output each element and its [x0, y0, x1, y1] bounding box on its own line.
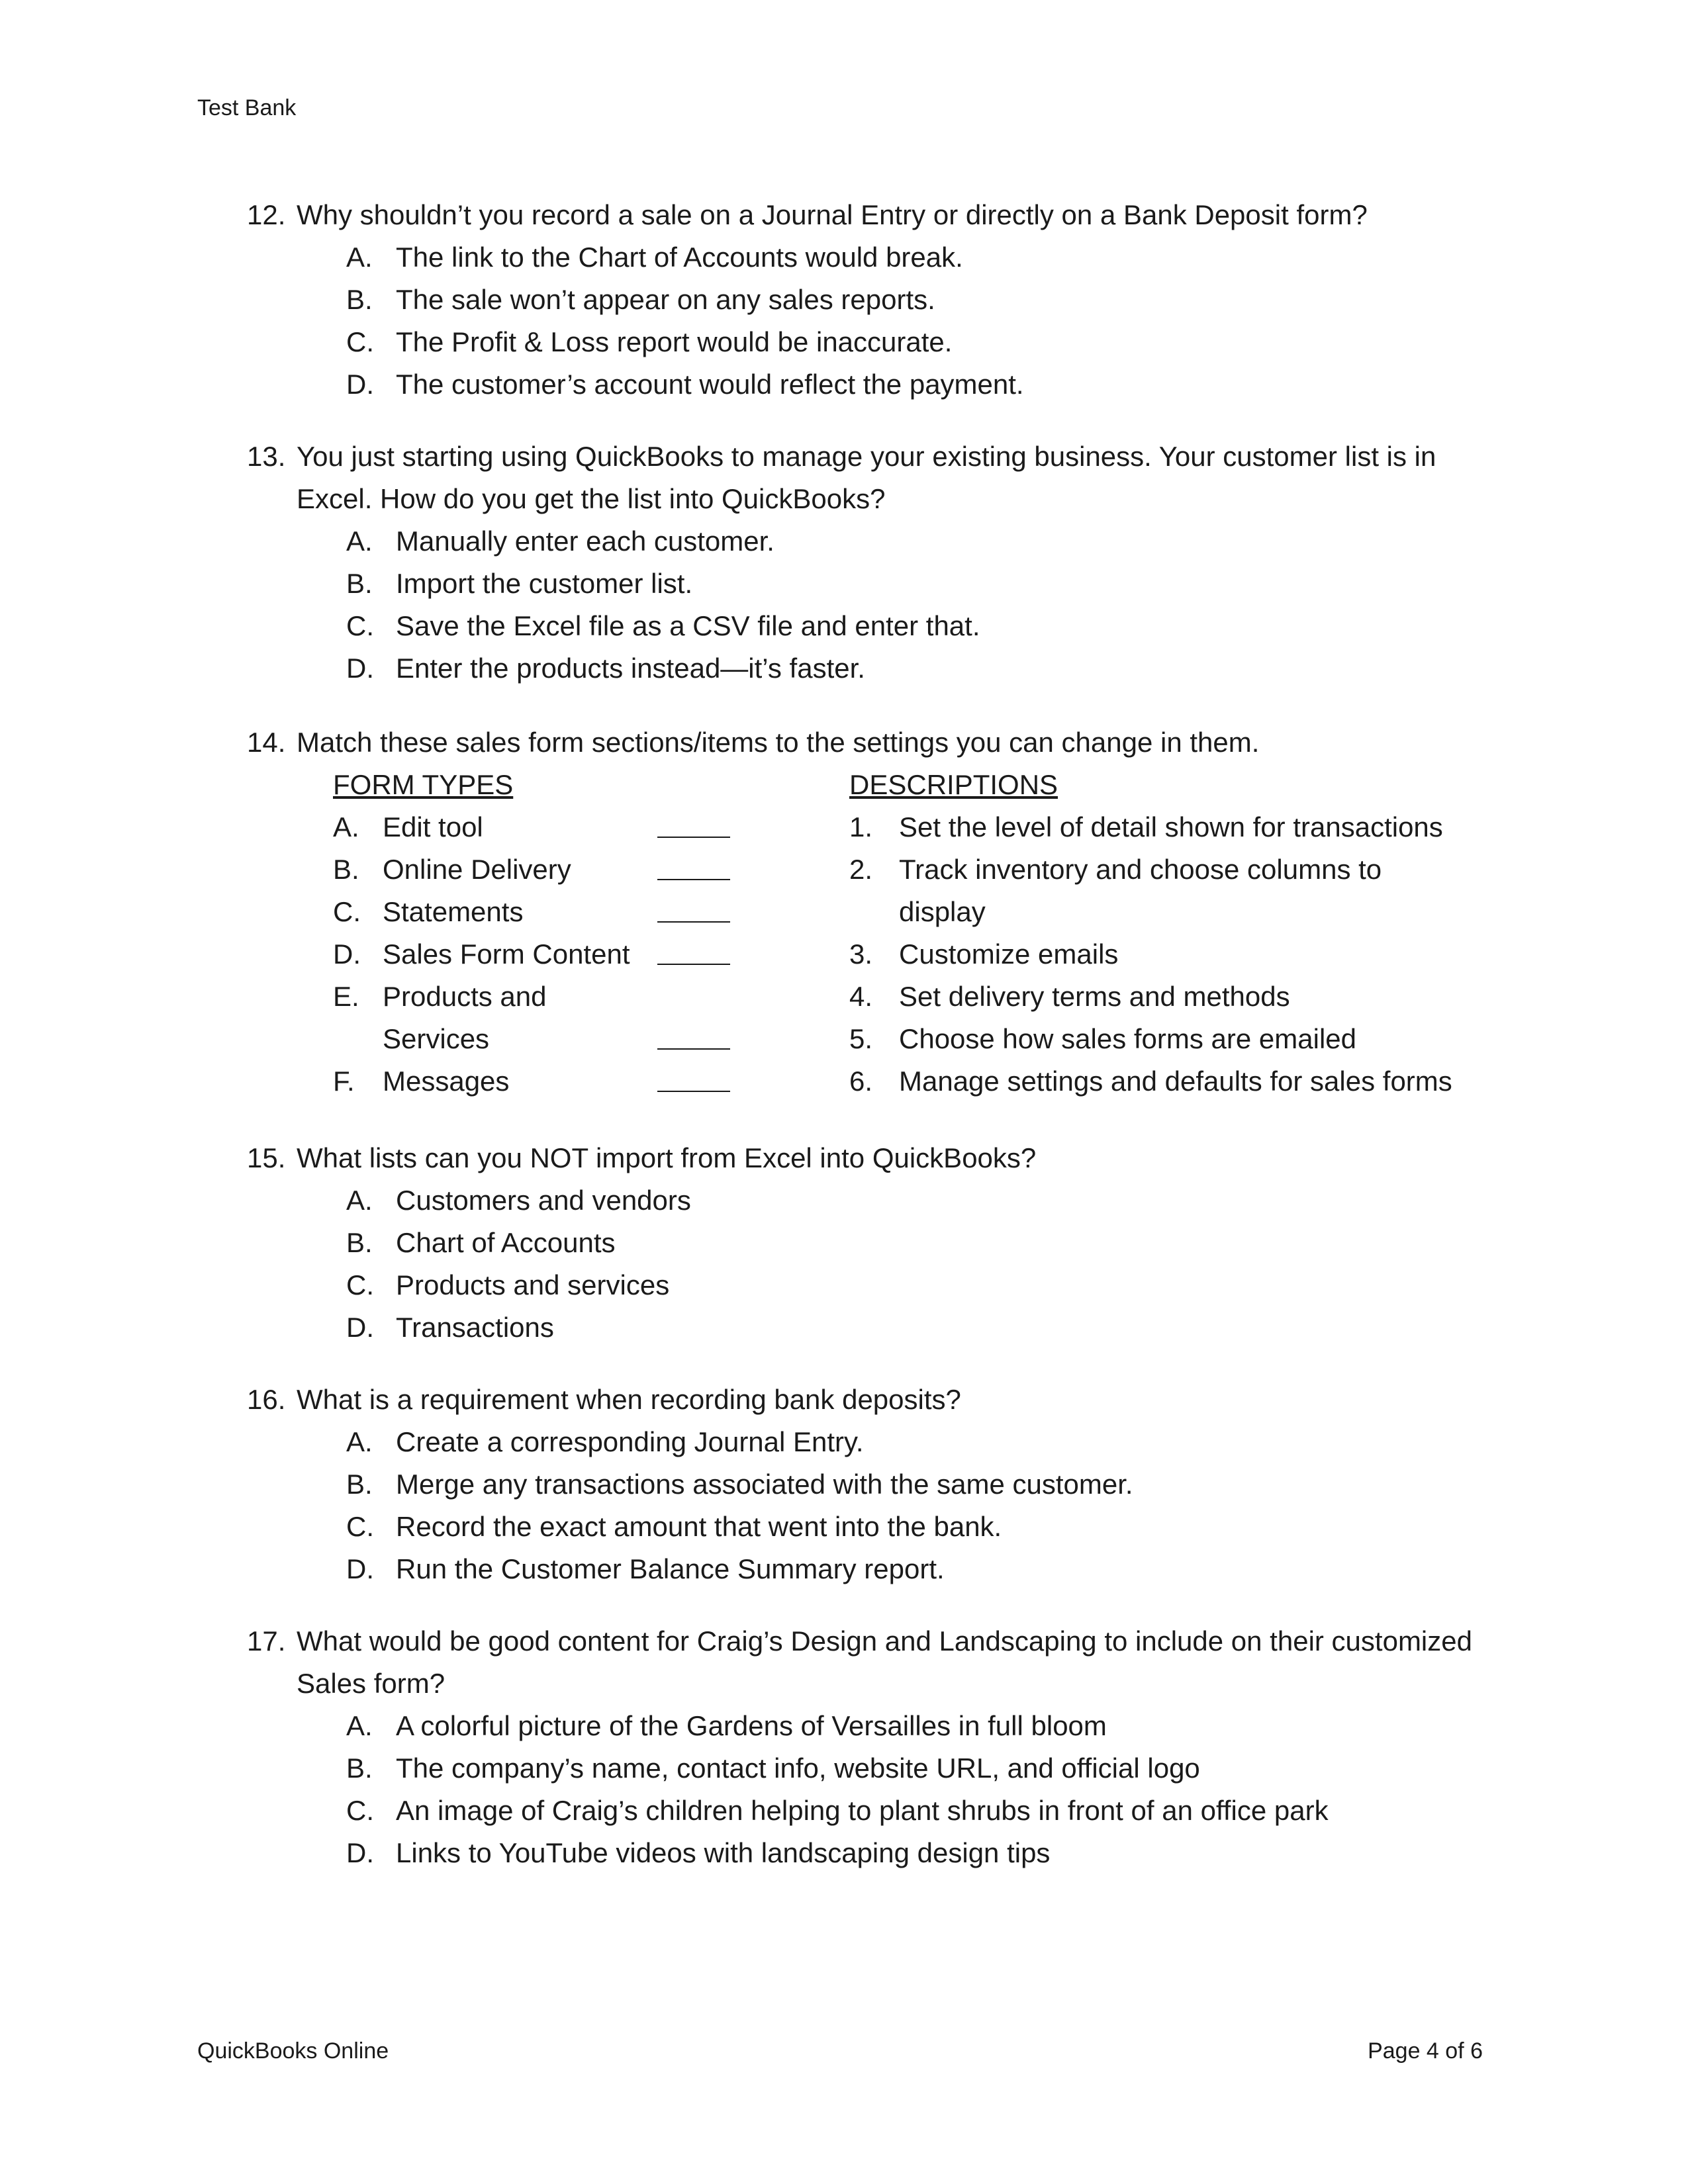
- question-number: 12.: [247, 199, 286, 230]
- question-12: [247, 194, 1538, 406]
- question-text: What is a requirement when recording bank deposits?: [297, 1384, 961, 1415]
- form-type-text: Statements: [383, 896, 524, 927]
- description-text: Set the level of detail shown for transactions: [899, 811, 1443, 842]
- answer-blank[interactable]: [657, 1091, 730, 1092]
- answer-blank[interactable]: [657, 879, 730, 880]
- option-text: The Profit & Loss report would be inaccurate.: [396, 326, 953, 357]
- option-b: [247, 1222, 1538, 1264]
- question-16: [247, 1379, 1538, 1590]
- description-text: display: [899, 896, 986, 927]
- description-number: 6.: [849, 1066, 873, 1097]
- description-number: 1.: [849, 811, 873, 842]
- form-type-text: Messages: [383, 1066, 510, 1097]
- description-number: 4.: [849, 981, 873, 1012]
- option-letter: A.: [346, 242, 373, 273]
- form-type-letter: F.: [333, 1066, 355, 1097]
- description-text: Choose how sales forms are emailed: [899, 1023, 1356, 1054]
- form-type-letter: B.: [333, 854, 359, 885]
- match-row: [247, 1060, 1538, 1103]
- page-header: Test Bank: [197, 95, 297, 120]
- option-text: Save the Excel file as a CSV file and enter that.: [396, 610, 980, 641]
- option-a: [247, 236, 1538, 279]
- option-text: Chart of Accounts: [396, 1227, 616, 1258]
- option-letter: C.: [346, 610, 374, 641]
- option-letter: A.: [346, 1710, 373, 1741]
- option-d: [247, 363, 1538, 406]
- option-c: [247, 605, 1538, 647]
- description-text: Set delivery terms and methods: [899, 981, 1290, 1012]
- footer-book-title: QuickBooks Online: [197, 2038, 389, 2064]
- option-text: Create a corresponding Journal Entry.: [396, 1426, 864, 1457]
- match-row: [247, 848, 1538, 891]
- option-letter: C.: [346, 1269, 374, 1300]
- option-text: Enter the products instead—it’s faster.: [396, 653, 865, 684]
- form-type-text: Online Delivery: [383, 854, 571, 885]
- question-text: You just starting using QuickBooks to manage your existing business. Your customer list is in: [297, 441, 1436, 472]
- question-17: [247, 1620, 1538, 1874]
- description-text: Customize emails: [899, 938, 1119, 970]
- option-d: [247, 1306, 1538, 1349]
- option-text: Run the Customer Balance Summary report.: [396, 1553, 945, 1584]
- question-text-continued: Excel. How do you get the list into QuickBooks?: [297, 483, 886, 514]
- question-text: What lists can you NOT import from Excel into QuickBooks?: [297, 1142, 1037, 1173]
- option-a: [247, 520, 1538, 563]
- form-type-letter: A.: [333, 811, 359, 842]
- description-number: 3.: [849, 938, 873, 970]
- question-text: What would be good content for Craig’s Design and Landscaping to include on their customized: [297, 1625, 1472, 1657]
- option-letter: A.: [346, 1426, 373, 1457]
- question-13: [247, 435, 1538, 690]
- match-row: [247, 806, 1538, 848]
- form-type-text: Products and: [383, 981, 547, 1012]
- question-number: 14.: [247, 727, 286, 758]
- descriptions-header: DESCRIPTIONS: [849, 769, 1058, 800]
- question-text: Match these sales form sections/items to the settings you can change in them.: [297, 727, 1260, 758]
- option-letter: B.: [346, 1469, 373, 1500]
- option-text: The sale won’t appear on any sales reports.: [396, 284, 935, 315]
- question-15: [247, 1137, 1538, 1349]
- option-text: Transactions: [396, 1312, 554, 1343]
- answer-blank[interactable]: [657, 837, 730, 838]
- option-text: Record the exact amount that went into the bank.: [396, 1511, 1002, 1542]
- option-text: Manually enter each customer.: [396, 525, 774, 557]
- description-number: 5.: [849, 1023, 873, 1054]
- option-text: Products and services: [396, 1269, 670, 1300]
- option-d: [247, 647, 1538, 690]
- form-type-letter: D.: [333, 938, 361, 970]
- option-letter: B.: [346, 1227, 373, 1258]
- answer-blank[interactable]: [657, 964, 730, 965]
- option-letter: B.: [346, 1752, 373, 1784]
- question-number: 13.: [247, 441, 286, 472]
- option-letter: C.: [346, 1795, 374, 1826]
- option-letter: B.: [346, 284, 373, 315]
- form-type-letter: E.: [333, 981, 359, 1012]
- option-letter: D.: [346, 653, 374, 684]
- option-letter: D.: [346, 1837, 374, 1868]
- question-number: 17.: [247, 1625, 286, 1657]
- option-a: [247, 1421, 1538, 1463]
- option-d: [247, 1832, 1538, 1874]
- description-text: Track inventory and choose columns to: [899, 854, 1382, 885]
- option-b: [247, 563, 1538, 605]
- option-text: The customer’s account would reflect the payment.: [396, 369, 1024, 400]
- option-letter: C.: [346, 326, 374, 357]
- option-text: An image of Craig’s children helping to plant shrubs in front of an office park: [396, 1795, 1329, 1826]
- option-c: [247, 1506, 1538, 1548]
- option-text: Import the customer list.: [396, 568, 693, 599]
- question-text-continued: Sales form?: [297, 1668, 445, 1699]
- question-number: 16.: [247, 1384, 286, 1415]
- option-letter: B.: [346, 568, 373, 599]
- option-c: [247, 1264, 1538, 1306]
- option-c: [247, 321, 1538, 363]
- option-c: [247, 1790, 1538, 1832]
- option-b: [247, 1463, 1538, 1506]
- answer-blank[interactable]: [657, 921, 730, 923]
- option-text: The company’s name, contact info, website URL, and official logo: [396, 1752, 1200, 1784]
- form-types-header: FORM TYPES: [333, 769, 514, 800]
- form-type-text: Edit tool: [383, 811, 483, 842]
- option-text: A colorful picture of the Gardens of Versailles in full bloom: [396, 1710, 1107, 1741]
- option-b: [247, 279, 1538, 321]
- answer-blank[interactable]: [657, 1048, 730, 1050]
- match-row: [247, 891, 1538, 933]
- option-letter: D.: [346, 369, 374, 400]
- question-text: Why shouldn’t you record a sale on a Journal Entry or directly on a Bank Deposit form?: [297, 199, 1368, 230]
- footer-page-number: Page 4 of 6: [1368, 2038, 1483, 2064]
- option-letter: D.: [346, 1312, 374, 1343]
- option-b: [247, 1747, 1538, 1790]
- form-type-letter: C.: [333, 896, 361, 927]
- option-letter: A.: [346, 525, 373, 557]
- match-row: [247, 1018, 1538, 1060]
- description-text: Manage settings and defaults for sales forms: [899, 1066, 1452, 1097]
- option-a: [247, 1179, 1538, 1222]
- match-row: [247, 933, 1538, 976]
- option-letter: D.: [346, 1553, 374, 1584]
- option-text: Links to YouTube videos with landscaping design tips: [396, 1837, 1051, 1868]
- option-d: [247, 1548, 1538, 1590]
- question-14: [247, 721, 1538, 1103]
- option-text: The link to the Chart of Accounts would break.: [396, 242, 963, 273]
- option-text: Customers and vendors: [396, 1185, 691, 1216]
- option-a: [247, 1705, 1538, 1747]
- question-number: 15.: [247, 1142, 286, 1173]
- form-type-text: Sales Form Content: [383, 938, 630, 970]
- option-letter: C.: [346, 1511, 374, 1542]
- description-number: 2.: [849, 854, 873, 885]
- match-row: [247, 976, 1538, 1018]
- option-letter: A.: [346, 1185, 373, 1216]
- form-type-text: Services: [383, 1023, 490, 1054]
- option-text: Merge any transactions associated with the same customer.: [396, 1469, 1133, 1500]
